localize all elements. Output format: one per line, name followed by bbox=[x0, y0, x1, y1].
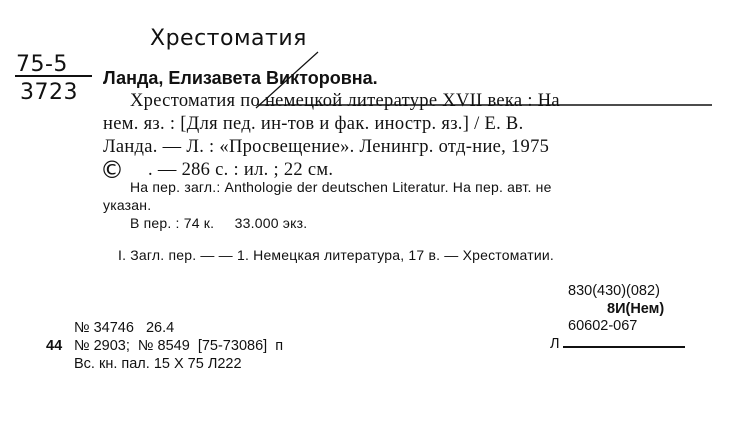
tracings: I. Загл. пер. — — 1. Немецкая литература, 17 в. — Хрестоматии. bbox=[118, 247, 554, 263]
note-line-1: На пер. загл.: Anthologie der deutschen Literatur. На пер. авт. не bbox=[130, 179, 552, 195]
price-line: В пер. : 74 к. 33.000 экз. bbox=[130, 215, 308, 231]
title-line-3: Ланда. — Л. : «Просвещение». Ленингр. отд-ние, 1975 bbox=[103, 137, 550, 157]
registry-number-3: Вс. кн. пал. 15 X 75 Л222 bbox=[74, 356, 242, 372]
publisher-code-rule bbox=[563, 346, 685, 348]
registry-number-2: № 2903; № 8549 [75-73086] п bbox=[74, 338, 284, 354]
udc-index: 830(430)(082) bbox=[568, 283, 660, 299]
author-heading: Ланда, Елизавета Викторовна. bbox=[103, 68, 378, 88]
handwritten-title: Хрестоматия bbox=[150, 26, 307, 51]
call-number-bottom: 3723 bbox=[20, 80, 78, 105]
registry-number-1: № 34746 26.4 bbox=[74, 320, 175, 336]
title-line-1: Хрестоматия по немецкой литературе XVII века : На bbox=[130, 91, 560, 111]
title-line-2: нем. яз. : [Для пед. ин-тов и фак. иностр. яз.] / Е. В. bbox=[103, 114, 524, 134]
physical-description: . — 286 с. : ил. ; 22 см. bbox=[148, 160, 334, 180]
note-line-2: указан. bbox=[103, 197, 152, 213]
copyright-symbol: © bbox=[100, 156, 124, 184]
order-number: 60602-067 bbox=[568, 318, 638, 334]
registry-prefix: 44 bbox=[46, 338, 63, 354]
publisher-code: Л bbox=[550, 336, 560, 352]
call-number-top: 75-5 bbox=[16, 52, 68, 77]
bbk-index: 8И(Нем) bbox=[607, 301, 665, 317]
